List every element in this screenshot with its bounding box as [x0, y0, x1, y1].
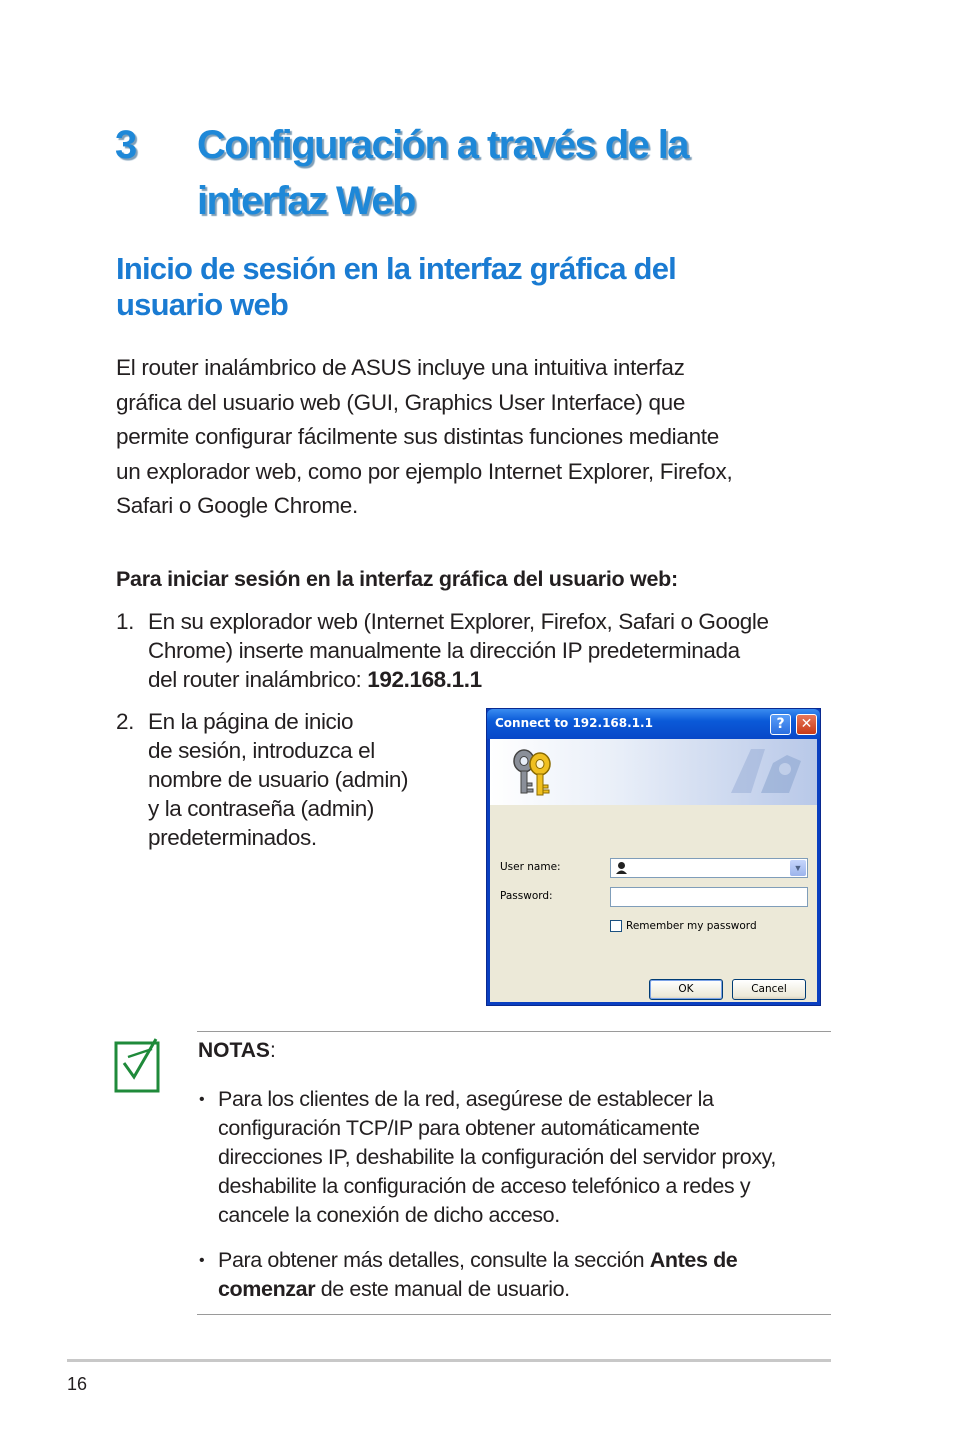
dialog-body [490, 805, 817, 1002]
notes-label-colon: : [269, 1039, 276, 1062]
note-line: configuración TCP/IP para obtener automáticamente [218, 1116, 700, 1140]
note-line: deshabilite la configuración de acceso telefónico a redes y [218, 1174, 751, 1198]
note-line-text: de este manual de usuario. [315, 1277, 570, 1301]
note-item-1 [218, 1085, 838, 1230]
note-line: cancele la conexión de dicho acceso. [218, 1203, 560, 1227]
procedure-title: Para iniciar sesión en la interfaz gráfica del usuario web: [116, 567, 678, 591]
remember-label: Remember my password [626, 920, 757, 932]
footer-rule [67, 1359, 831, 1362]
note-line [218, 1246, 838, 1275]
intro-line: El router inalámbrico de ASUS incluye una intuitiva interfaz [116, 355, 685, 380]
section-title-line2: usuario web [116, 287, 289, 322]
ok-button[interactable]: OK [649, 979, 723, 1000]
intro-line: un explorador web, como por ejemplo Internet Explorer, Firefox, [116, 458, 733, 484]
note-pencil-icon [112, 1035, 164, 1095]
section-title [116, 251, 836, 323]
step-line: y la contraseña (admin) [148, 796, 374, 821]
dialog-banner [490, 739, 817, 805]
cancel-button[interactable]: Cancel [732, 979, 806, 1000]
chapter-title [197, 117, 797, 229]
step-line: Chrome) inserte manualmente la dirección IP predeterminada [148, 638, 740, 663]
step-2-text [148, 707, 458, 852]
username-combobox[interactable] [610, 858, 808, 878]
chapter-title-line2: interfaz Web [197, 179, 415, 223]
step-line: En su explorador web (Internet Explorer, Firefox, Safari o Google [148, 609, 769, 634]
note-item-2 [218, 1246, 838, 1304]
step-1-text [148, 607, 848, 694]
close-button[interactable]: ✕ [796, 714, 817, 735]
dialog-titlebar [487, 709, 820, 739]
note-bold-text: comenzar [218, 1277, 316, 1301]
step-line: En la página de inicio [148, 709, 354, 734]
bullet: • [199, 1091, 205, 1108]
chapter-number: 3 [115, 123, 136, 167]
step-number: 1. [116, 609, 134, 634]
remember-checkbox[interactable] [610, 920, 622, 932]
dialog-title: Connect to 192.168.1.1 [495, 716, 653, 730]
notes-bottom-rule [197, 1314, 831, 1315]
ip-address: 192.168.1.1 [367, 667, 482, 692]
intro-line: permite configurar fácilmente sus distintas funciones mediante [116, 424, 719, 449]
help-button[interactable]: ? [770, 714, 791, 735]
user-icon [615, 861, 628, 875]
keys-icon [508, 747, 556, 797]
step-line: nombre de usuario (admin) [148, 767, 409, 792]
username-label: User name: [500, 861, 561, 873]
dropdown-arrow-icon[interactable]: ▼ [790, 860, 806, 876]
step-line: predeterminados. [148, 825, 317, 850]
step-line-text: del router inalámbrico: [148, 667, 368, 692]
banner-art-icon [721, 743, 811, 801]
section-title-line1: Inicio de sesión en la interfaz gráfica del [116, 251, 676, 286]
note-line-text: Para obtener más detalles, consulte la sección [218, 1248, 650, 1272]
chapter-title-line1: Configuración a través de la [197, 123, 688, 167]
password-label: Password: [500, 890, 553, 902]
step-line: de sesión, introduzca el [148, 738, 375, 763]
bullet: • [199, 1252, 205, 1269]
note-bold-text: Antes de [649, 1248, 738, 1272]
login-dialog [486, 708, 821, 1006]
intro-paragraph [116, 351, 836, 524]
password-field[interactable] [610, 887, 808, 907]
step-line [148, 665, 848, 694]
note-line: direcciones IP, deshabilite la configuración del servidor proxy, [218, 1145, 777, 1169]
notes-label-text: NOTAS [198, 1039, 270, 1062]
notes-label [198, 1038, 276, 1064]
page-number: 16 [67, 1374, 88, 1394]
note-line: Para los clientes de la red, asegúrese de establecer la [218, 1087, 714, 1111]
step-number: 2. [116, 709, 134, 734]
note-line [218, 1275, 838, 1304]
intro-line: gráfica del usuario web (GUI, Graphics User Interface) que [116, 389, 686, 415]
intro-line: Safari o Google Chrome. [116, 493, 358, 518]
notes-top-rule [197, 1031, 831, 1032]
